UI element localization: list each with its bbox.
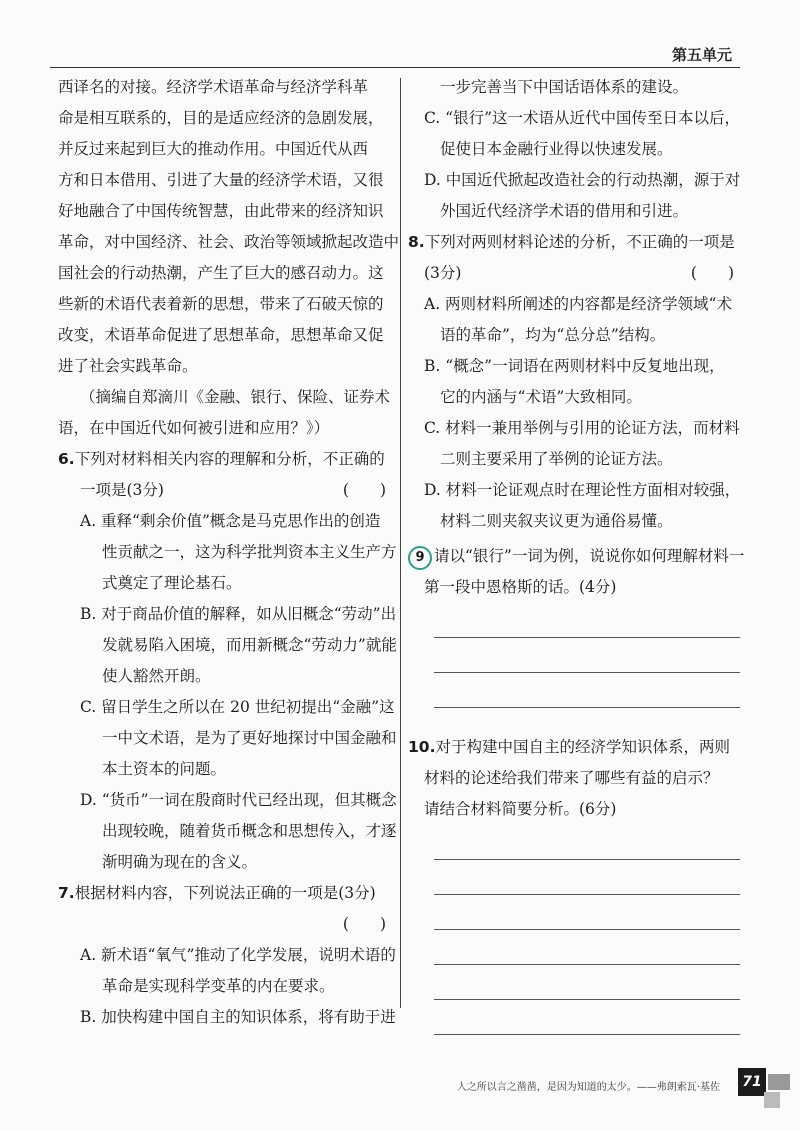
answer-line[interactable] [434,638,740,673]
question-stem: 下列对两则材料论述的分析，不正确的一项是 [424,233,735,251]
option-line: 革命是实现科学变革的内在要求。 [102,977,335,995]
option-line: B. “概念”一词语在两则材料中反复地出现， [424,357,725,375]
option-b[interactable] [418,351,740,413]
column-divider [400,78,401,1008]
question-8 [408,227,741,537]
answer-blank[interactable]: ( ) [342,915,386,933]
option-d[interactable] [58,785,397,878]
passage-line: 进了社会实践革命。 [58,357,198,375]
passage-line: 方和日本借用、引进了大量的经济学术语，又很 [58,171,384,189]
question-number-circled: 9 [408,546,432,570]
question-9 [415,541,745,708]
option-line: 本土资本的问题。 [102,760,227,778]
question-number: 7. [58,884,75,902]
option-c[interactable] [58,692,397,785]
option-line: 促使日本金融行业得以快速发展。 [440,140,673,158]
page-number-decoration [768,1074,790,1090]
question-7 [58,878,396,1033]
question-6 [58,444,397,878]
answer-blank[interactable]: ( ) [342,481,386,499]
unit-label: 第五单元 [671,46,732,64]
question-number: 10. [408,738,436,756]
option-line: 渐明确为现在的含义。 [102,853,258,871]
option-b[interactable] [58,1002,396,1033]
option-line: 使人豁然开朗。 [102,667,211,685]
option-d[interactable] [418,165,740,227]
answer-line[interactable] [434,825,740,860]
passage-line: 西译名的对接。经济学术语革命与经济学科革 [58,78,369,96]
left-column [58,72,400,1033]
option-line: D. 中国近代掀起改造社会的行动热潮，源于对 [424,171,741,189]
option-line: 二则主要采用了举例的论证方法。 [440,450,673,468]
answer-area[interactable] [418,825,740,1035]
option-line: 一中文术语，是为了更好地探讨中国金融和 [102,729,397,747]
answer-line[interactable] [434,895,740,930]
question-stem: 请以“银行”一词为例，说说你如何理解材料一 [434,547,745,565]
passage-line: 些新的术语代表着新的思想，带来了石破天惊的 [58,295,384,313]
question-7-continued [418,72,740,227]
option-a[interactable] [58,506,397,599]
passage [58,72,400,382]
option-line: 一步完善当下中国话语体系的建设。 [440,78,689,96]
passage-line: 命是相互联系的，目的是适应经济的急剧发展， [58,109,384,127]
option-line: C. 留日学生之所以在 20 世纪初提出“金融”这 [80,698,395,716]
option-line: 它的内涵与“术语”大致相同。 [440,388,642,406]
option-line: C. 材料一兼用举例与引用的论证方法，而材料 [424,419,740,437]
passage-line: 国社会的行动热潮，产生了巨大的感召动力。这 [58,264,384,282]
footer-quote: 人之所以言之凿凿，是因为知道的太少。——弗朗索瓦·基佐 [456,1082,720,1093]
answer-area[interactable] [418,603,740,708]
option-line: B. 加快构建中国自主的知识体系，将有助于进 [80,1008,396,1026]
question-number: 8. [408,233,425,251]
question-stem: 下列对材料相关内容的理解和分析，不正确的 [74,450,385,468]
option-line: 式奠定了理论基石。 [102,574,242,592]
passage-line: 好地融合了中国传统智慧，由此带来的经济知识 [58,202,384,220]
option-d[interactable] [418,475,740,537]
answer-line[interactable] [434,1000,740,1035]
option-line: 材料二则夹叙夹议更为通俗易懂。 [440,512,673,530]
answer-line[interactable] [434,930,740,965]
header-divider [50,67,740,68]
source-line: （摘编自郑滴川《金融、银行、保险、证券术 [80,388,391,406]
answer-line[interactable] [434,965,740,1000]
question-stem: 一项是(3分) [80,481,164,499]
option-c[interactable] [418,103,740,165]
passage-line: 改变，术语革命促进了思想革命，思想革命又促 [58,326,384,344]
option-line: 出现较晚，随着货币概念和思想传入，才逐 [102,822,397,840]
option-line: A. 重释“剩余价值”概念是马克思作出的创造 [80,512,381,530]
question-stem: 请结合材料简要分析。(6分) [424,800,617,818]
option-line: 发就易陷入困境，而用新概念“劳动力”就能 [102,636,397,654]
question-10 [408,732,740,1035]
option-line: A. 新术语“氧气”推动了化学发展，说明术语的 [80,946,396,964]
right-column [408,72,745,1035]
option-line: D. 材料一论证观点时在理论性方面相对较强， [424,481,741,499]
question-stem: 材料的论述给我们带来了哪些有益的启示？ [424,769,719,787]
answer-line[interactable] [434,860,740,895]
option-line: 外国近代经济学术语的借用和引进。 [440,202,689,220]
question-stem: 对于构建中国自主的经济学知识体系，两则 [435,738,730,756]
answer-line[interactable] [434,603,740,638]
question-stem: 第一段中恩格斯的话。(4分) [424,578,617,596]
option-line: C. “银行”这一术语从近代中国传至日本以后， [424,109,741,127]
option-line: 性贡献之一，这为科学批判资本主义生产方 [102,543,397,561]
passage-line: 革命，对中国经济、社会、政治等领域掀起改造中 [58,233,400,251]
source-line: 语，在中国近代如何被引进和应用？》） [58,419,330,437]
option-b[interactable] [58,599,397,692]
page-number-decoration [764,1092,780,1108]
option-line: 语的革命”，均为“总分总”结构。 [440,326,666,344]
option-line: A. 两则材料所阐述的内容都是经济学领域“术 [424,295,732,313]
passage-source [58,382,392,444]
question-stem: 根据材料内容，下列说法正确的一项是(3分) [74,884,376,902]
option-a[interactable] [418,289,740,351]
option-line: D. “货币”一词在殷商时代已经出现，但其概念 [80,791,397,809]
question-number: 6. [58,450,75,468]
answer-line[interactable] [434,673,740,708]
answer-blank[interactable]: ( ) [690,264,734,282]
option-c[interactable] [418,413,740,475]
page-number: 71 [738,1068,766,1096]
passage-line: 并反过来起到巨大的推动作用。中国近代从西 [58,140,369,158]
question-stem: (3分) [424,264,462,282]
option-line: B. 对于商品价值的解释，如从旧概念“劳动”出 [80,605,397,623]
option-a[interactable] [58,940,396,1002]
